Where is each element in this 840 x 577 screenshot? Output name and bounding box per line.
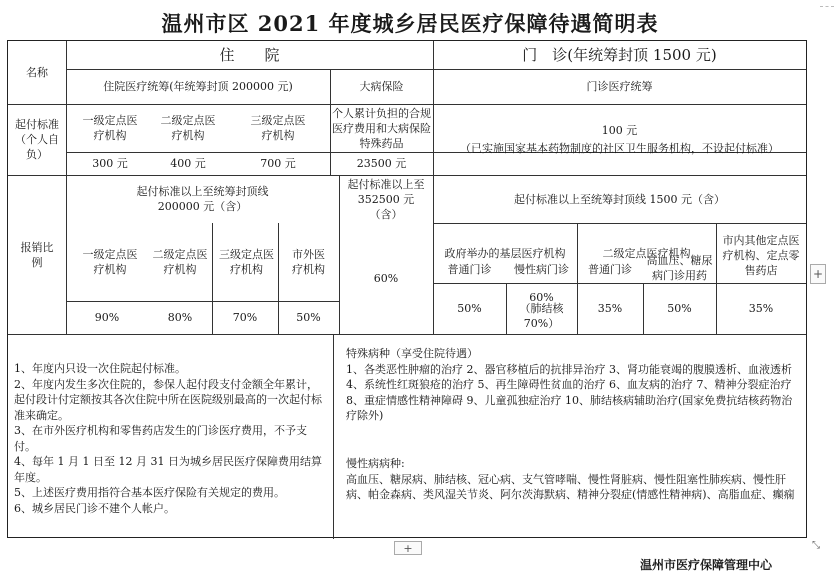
rate-level2: 80% xyxy=(167,311,193,324)
reimb-chronic-clinic: 慢性病门诊 xyxy=(514,263,569,276)
reimb-critical-rate: 60% xyxy=(373,272,399,285)
rate-general: 50% xyxy=(457,302,482,315)
deductible-critical-desc: 个人累计负担的合规医疗费用和大病保险特殊药品 xyxy=(332,106,431,150)
reimb-general-clinic2: 普通门诊 xyxy=(588,263,632,276)
rate-general2: 35% xyxy=(597,302,623,315)
note-item: 6、城乡居民门诊不建个人帐户。 xyxy=(14,501,175,515)
reimb-general-clinic: 普通门诊 xyxy=(447,263,492,276)
rate-level3: 70% xyxy=(232,311,258,324)
deductible-critical-value: 23500 元 xyxy=(356,157,407,170)
note-item: 4、每年 1 月 1 日至 12 月 31 日为城乡居民医疗保障费用结算年度。 xyxy=(14,455,322,484)
critical-illness-header: 大病保险 xyxy=(359,80,404,93)
inpatient-pool-header: 住院医疗统筹(年统筹封顶 200000 元) xyxy=(103,80,293,93)
deductible-level3-value: 700 元 xyxy=(260,157,296,170)
deductible-outpatient-value: 100 元 xyxy=(601,123,638,137)
rate-level1: 90% xyxy=(94,311,120,324)
special-disease-heading: 特殊病种（享受住院待遇） xyxy=(346,347,478,360)
chronic-disease-body: 高血压、糖尿病、肺结核、冠心病、支气管哮喘、慢性肾脏病、慢性阻塞性肺疾病、慢性肝病、帕金森病、类风湿关节炎、阿尔茨海默病、精神分裂症(情感性精神病)、高脂血症、癫痫 xyxy=(346,472,795,501)
benefit-table xyxy=(7,40,807,538)
name-column-header: 名称 xyxy=(26,66,48,79)
note-item: 2、年度内发生多次住院的，参保人起付段支付金额全年累计，起付段计付定额按其各次住院中所在医院级别最高的一次起付标准来确定。 xyxy=(14,377,322,422)
deductible-label: 起付标准（个人自负） xyxy=(15,118,59,161)
deductible-level3: 三级定点医疗机构 xyxy=(250,114,306,142)
reimbursement-label: 报销比例 xyxy=(20,240,54,269)
notes-list xyxy=(14,361,326,516)
expand-side-button[interactable]: + xyxy=(810,264,826,284)
deductible-outpatient-note: （已实施国家基本药物制度的社区卫生服务机构，不设起付标准） xyxy=(460,141,779,155)
special-disease-section xyxy=(346,346,801,424)
chronic-disease-section xyxy=(346,456,801,503)
note-item: 3、在市外医疗机构和零售药店发生的门诊医疗费用，不予支付。 xyxy=(14,424,307,453)
rate-out-city: 50% xyxy=(296,311,321,324)
inpatient-range: 起付标准以上至统筹封顶线 200000 元（含） xyxy=(136,185,269,213)
rate-hbp: 50% xyxy=(667,302,692,315)
critical-range: 起付标准以上至 352500 元（含） xyxy=(347,177,425,221)
footer-issuer: 温州市医疗保障管理中心 xyxy=(640,558,773,572)
deductible-level1-value: 300 元 xyxy=(92,157,128,170)
outpatient-pool-header: 门诊医疗统筹 xyxy=(586,80,653,93)
reimb-other-inst: 市内其他定点医疗机构、定点零售药店 xyxy=(722,234,800,277)
reimb-level2-inst: 二级定点医疗机构 xyxy=(602,246,691,260)
reimb-level2: 二级定点医疗机构 xyxy=(152,248,208,276)
reimb-hbp-clinic: 高血压、糖尿病门诊用药 xyxy=(646,254,713,282)
expand-bottom-button[interactable]: + xyxy=(394,541,422,555)
rate-other: 35% xyxy=(748,302,774,315)
reimb-out-city: 市外医疗机构 xyxy=(292,248,325,276)
deductible-level2: 二级定点医疗机构 xyxy=(160,114,216,142)
outpatient-header: 门 诊(年统筹封顶 1500 元) xyxy=(522,45,717,64)
note-item: 5、上述医疗费用指符合基本医疗保险有关规定的费用。 xyxy=(14,486,285,499)
deductible-level2-value: 400 元 xyxy=(170,157,206,170)
reimb-level3: 三级定点医疗机构 xyxy=(219,248,274,276)
reimb-gov-primary: 政府举办的基层医疗机构 xyxy=(444,246,566,260)
page-title: 温州市区 2021 年度城乡居民医疗保障待遇简明表 xyxy=(161,11,659,36)
rate-chronic-note: （肺结核 70%） xyxy=(519,302,564,330)
reimb-level1: 一级定点医疗机构 xyxy=(82,248,138,276)
chronic-disease-heading: 慢性病病种: xyxy=(346,457,405,470)
resize-handle-icon[interactable]: ⤡ xyxy=(812,540,820,551)
note-item: 1、年度内只设一次住院起付标准。 xyxy=(14,362,186,375)
rate-chronic: 60% xyxy=(529,290,554,304)
inpatient-header: 住 院 xyxy=(219,45,280,64)
deductible-level1: 一级定点医疗机构 xyxy=(82,114,138,142)
outpatient-range: 起付标准以上至统筹封顶线 1500 元（含） xyxy=(514,192,725,206)
special-disease-body: 1、各类恶性肿瘤的治疗 2、器官移植后的抗排异治疗 3、肾功能衰竭的腹膜透析、血液透析 4、系统性红斑狼疮的治疗 5、再生障碍性贫血的治疗 6、血友病的治疗 7、精神分裂症治疗 8、重症情感性精神障碍 9、儿童孤独症治疗 10、肺结核病辅助治疗(国家免费抗结核药物治疗除外) xyxy=(346,362,793,422)
